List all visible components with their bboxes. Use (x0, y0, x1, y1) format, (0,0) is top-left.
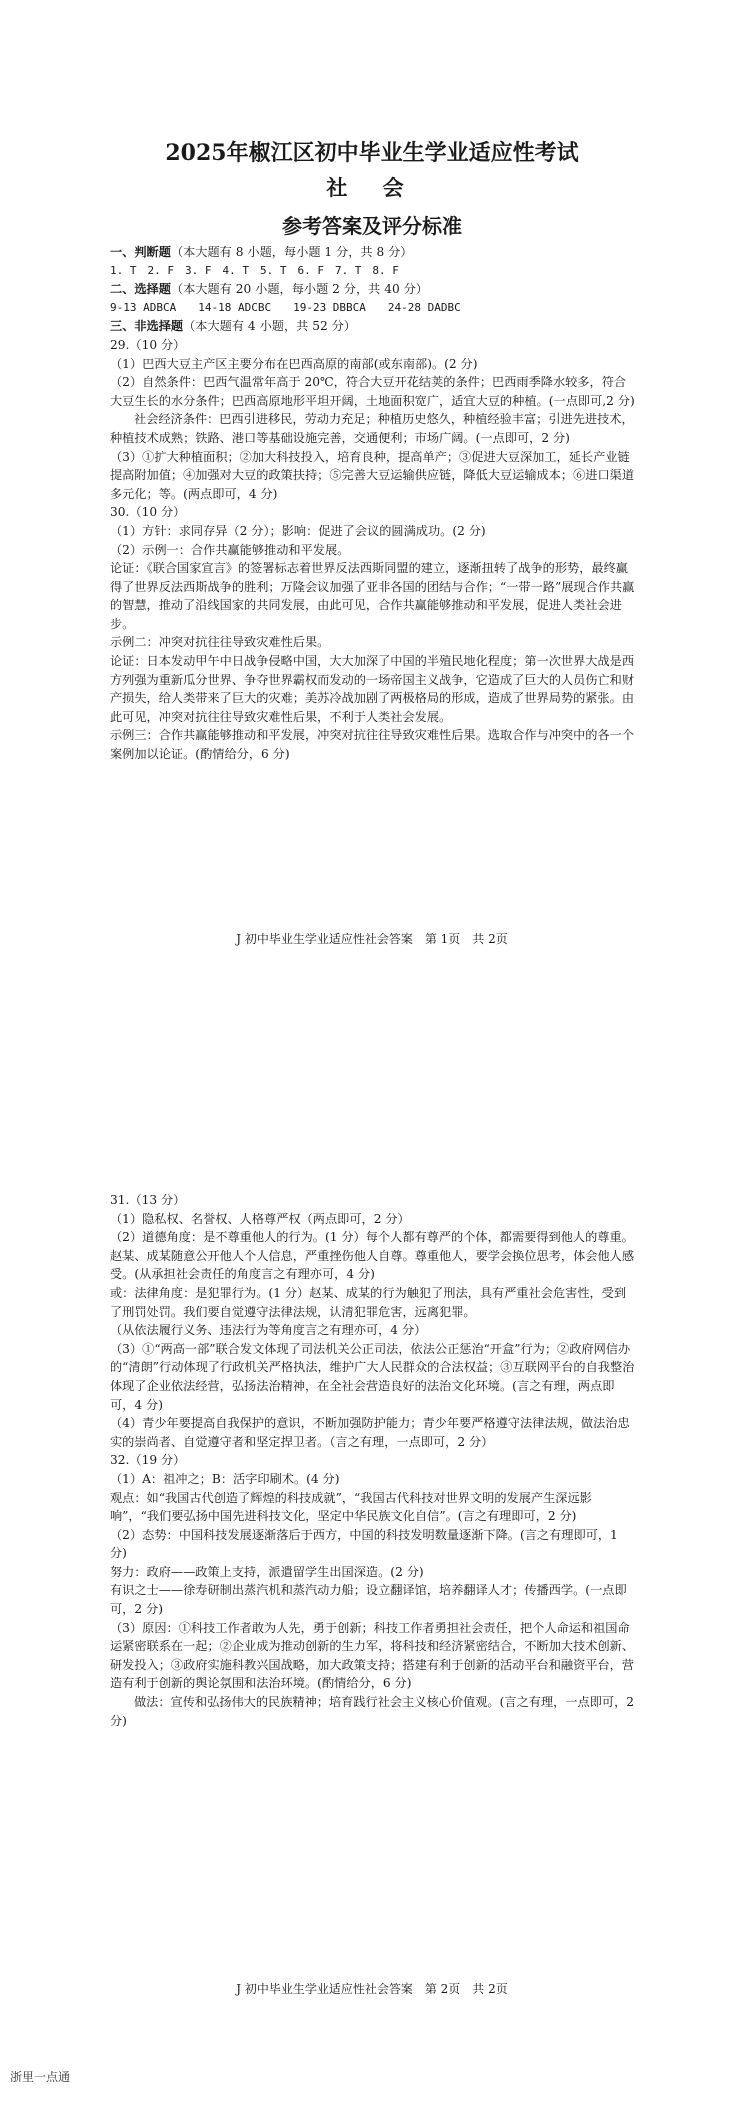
q31-line: （2）道德角度：是不尊重他人的行为。(1 分）每个人都有尊严的个体，都需要得到他人的尊重。赵某、成某随意公开他人个人信息，严重挫伤他人自尊。尊重他人，要学会换位思考，体会他人感受。(从承担社会责任的角度言之有理亦可，4 分) (110, 1230, 635, 1282)
section1-heading: 一、判断题 (110, 245, 171, 259)
q32-title: 32.（19 分） (110, 1453, 186, 1468)
q32-line: （1）A：祖冲之；B：活字印刷术。(4 分) (110, 1471, 340, 1486)
q30-line: （2）示例一：合作共赢能够推动和平发展。 (110, 542, 350, 557)
section1-answers: 1. T 2. F 3. F 4. T 5. T 6. F 7. T 8. F (110, 263, 399, 277)
section2-header (110, 280, 636, 299)
q32-line: （2）态势：中国科技发展逐渐落后于西方，中国的科技发明数量逐渐下降。(言之有理即可，1 分) (110, 1527, 618, 1561)
q32-line: 有识之士——徐寿研制出蒸汽机和蒸汽动力船；设立翻译馆，培养翻译人才；传播西学。(一点即可，2 分) (110, 1583, 627, 1617)
q32-line: （3）原因：①科技工作者敢为人先，勇于创新；科技工作者勇担社会责任，把个人命运和祖国命运紧密联系在一起；②企业成为推动创新的生力军，将科技和经济紧密结合，不断加大技术创新、研发投入；③政府实施科教兴国战略，加大政策支持；搭建有利于创新的活动平台和融资平台，营造有利于创新的舆论氛围和法治环境。(酌情给分，6 分) (110, 1620, 635, 1691)
page-footer-2: J 初中毕业生学业适应性社会答案 第 2页 共 2页 (236, 1982, 508, 1996)
page-footer-1: J 初中毕业生学业适应性社会答案 第 1页 共 2页 (236, 932, 508, 946)
q29-line: （2）自然条件：巴西气温常年高于 20℃，符合大豆开花结荚的条件；巴西雨季降水较多，符合大豆生长的水分条件；巴西高原地形平坦开阔，土地面积宽广，适宜大豆的种植。(一点即可,2 分) (110, 375, 635, 408)
q31-line: 或：法律角度：是犯罪行为。(1 分）赵某、成某的行为触犯了刑法，具有严重社会危害性，受到了刑罚处罚。我们要自觉遵守法律法规，认清犯罪危害，远离犯罪。 (110, 1285, 627, 1319)
q31-line: （3）①“两高一部”联合发文体现了司法机关公正司法，依法公正惩治“开盒”行为；②政府网信办的“清朗”行动体现了行政机关严格执法，维护广大人民群众的合法权益；③互联网平台的自我整治体现了企业依法经营，弘扬法治精神，在全社会营造良好的法治文化环境。(言之有理，两点即可，4 分) (110, 1341, 635, 1412)
q29-title: 29.（10 分） (110, 337, 186, 352)
section3-note: （本大题有 4 小题，共 52 分） (183, 319, 356, 334)
q31-line: （1）隐私权、名誉权、人格尊严权（两点即可，2 分） (110, 1211, 410, 1226)
section3-heading: 三、非选择题 (110, 319, 184, 334)
q29-line: （3）①扩大种植面积；②加大科技投入，培育良种，提高单产；③促进大豆深加工，延长产业链提高附加值；④加强对大豆的政策扶持；⑤完善大豆运输供应链，降低大豆运输成本；⑥进口渠道多元化；等。(两点即可，4 分) (110, 449, 635, 501)
section2-note: （本大题有 20 小题，每小题 2 分，共 40 分） (170, 282, 428, 297)
page1-content (110, 243, 636, 764)
subject-title: 社 会 (326, 175, 418, 200)
section2-answers: 9-13 ADBCA 14-18 ADCBC 19-23 DBBCA 24-28 DADBC (110, 300, 461, 314)
section1-header (110, 243, 636, 262)
q29-line: 社会经济条件：巴西引进移民，劳动力充足；种植历史悠久，种植经验丰富；引进先进技术，种植技术成熟；铁路、港口等基础设施完善，交通便利；市场广阔。(一点即可，2 分) (110, 412, 634, 445)
q30-line: 示例二：冲突对抗往往导致灾难性后果。 (110, 635, 330, 650)
answer-page-1 (0, 0, 744, 1050)
q30-line: （1）方针：求同存异（2 分）；影响：促进了会议的圆满成功。(2 分) (110, 523, 486, 538)
page2-content (110, 1191, 636, 1730)
q31-line: （4）青少年要提高自我保护的意识，不断加强防护能力；青少年要严格遵守法律法规，做法治忠实的崇尚者、自觉遵守者和坚定捍卫者。（言之有理，一点即可，2 分） (110, 1416, 630, 1449)
q31-title: 31.（13 分） (110, 1193, 186, 1207)
q30-line: 论证：日本发动甲午中日战争侵略中国，大大加深了中国的半殖民地化程度；第一次世界大战是西方列强为重新瓜分世界、争夺世界霸权而发动的一场帝国主义战争，它造成了巨大的人员伤亡和财产损失，给人类带来了巨大的灾难；美苏冷战加剧了两极格局的形成，造成了世界局势的紧张。由此可见，冲突对抗往往导致灾难性后果，不利于人类社会发展。 (110, 654, 635, 724)
q30-title: 30.（10 分） (110, 505, 186, 520)
section1-note: （本大题有 8 小题，每小题 1 分，共 8 分） (170, 245, 413, 259)
exam-title: 2025年椒江区初中毕业生学业适应性考试 (165, 140, 579, 166)
section3-header (110, 317, 636, 336)
subtitle: 参考答案及评分标准 (282, 214, 462, 238)
q32-line: 观点：如“我国古代创造了辉煌的科技成就”，“我国古代科技对世界文明的发展产生深远影响”，“我们要弘扬中国先进科技文化，坚定中华民族文化自信”。(言之有理即可，2 分) (110, 1490, 592, 1524)
q30-line: 示例三：合作共赢能够推动和平发展，冲突对抗往往导致灾难性后果。选取合作与冲突中的各一个案例加以论证。(酌情给分，6 分) (110, 728, 635, 762)
q31-line: （从依法履行义务、违法行为等角度言之有理亦可，4 分） (110, 1323, 427, 1338)
section2-heading: 二、选择题 (110, 282, 171, 297)
q30-line: 论证：《联合国家宣言》的签署标志着世界反法西斯同盟的建立，逐渐扭转了战争的形势，最终赢得了世界反法西斯战争的胜利；万隆会议加强了亚非各国的团结与合作；“一带一路”展现合作共赢的智慧，推动了沿线国家的共同发展，由此可见，合作共赢能够推动和平发展，促进人类社会进步。 (110, 561, 635, 631)
q29-line: （1）巴西大豆主产区主要分布在巴西高原的南部(或东南部)。(2 分) (110, 356, 478, 371)
q32-line: 做法：宣传和弘扬伟大的民族精神；培育践行社会主义核心价值观。(言之有理，一点即可，2 分) (110, 1695, 635, 1728)
q32-line: 努力：政府——政策上支持，派遣留学生出国深造。(2 分) (110, 1564, 424, 1579)
watermark: 浙里一点通 (10, 2070, 71, 2084)
